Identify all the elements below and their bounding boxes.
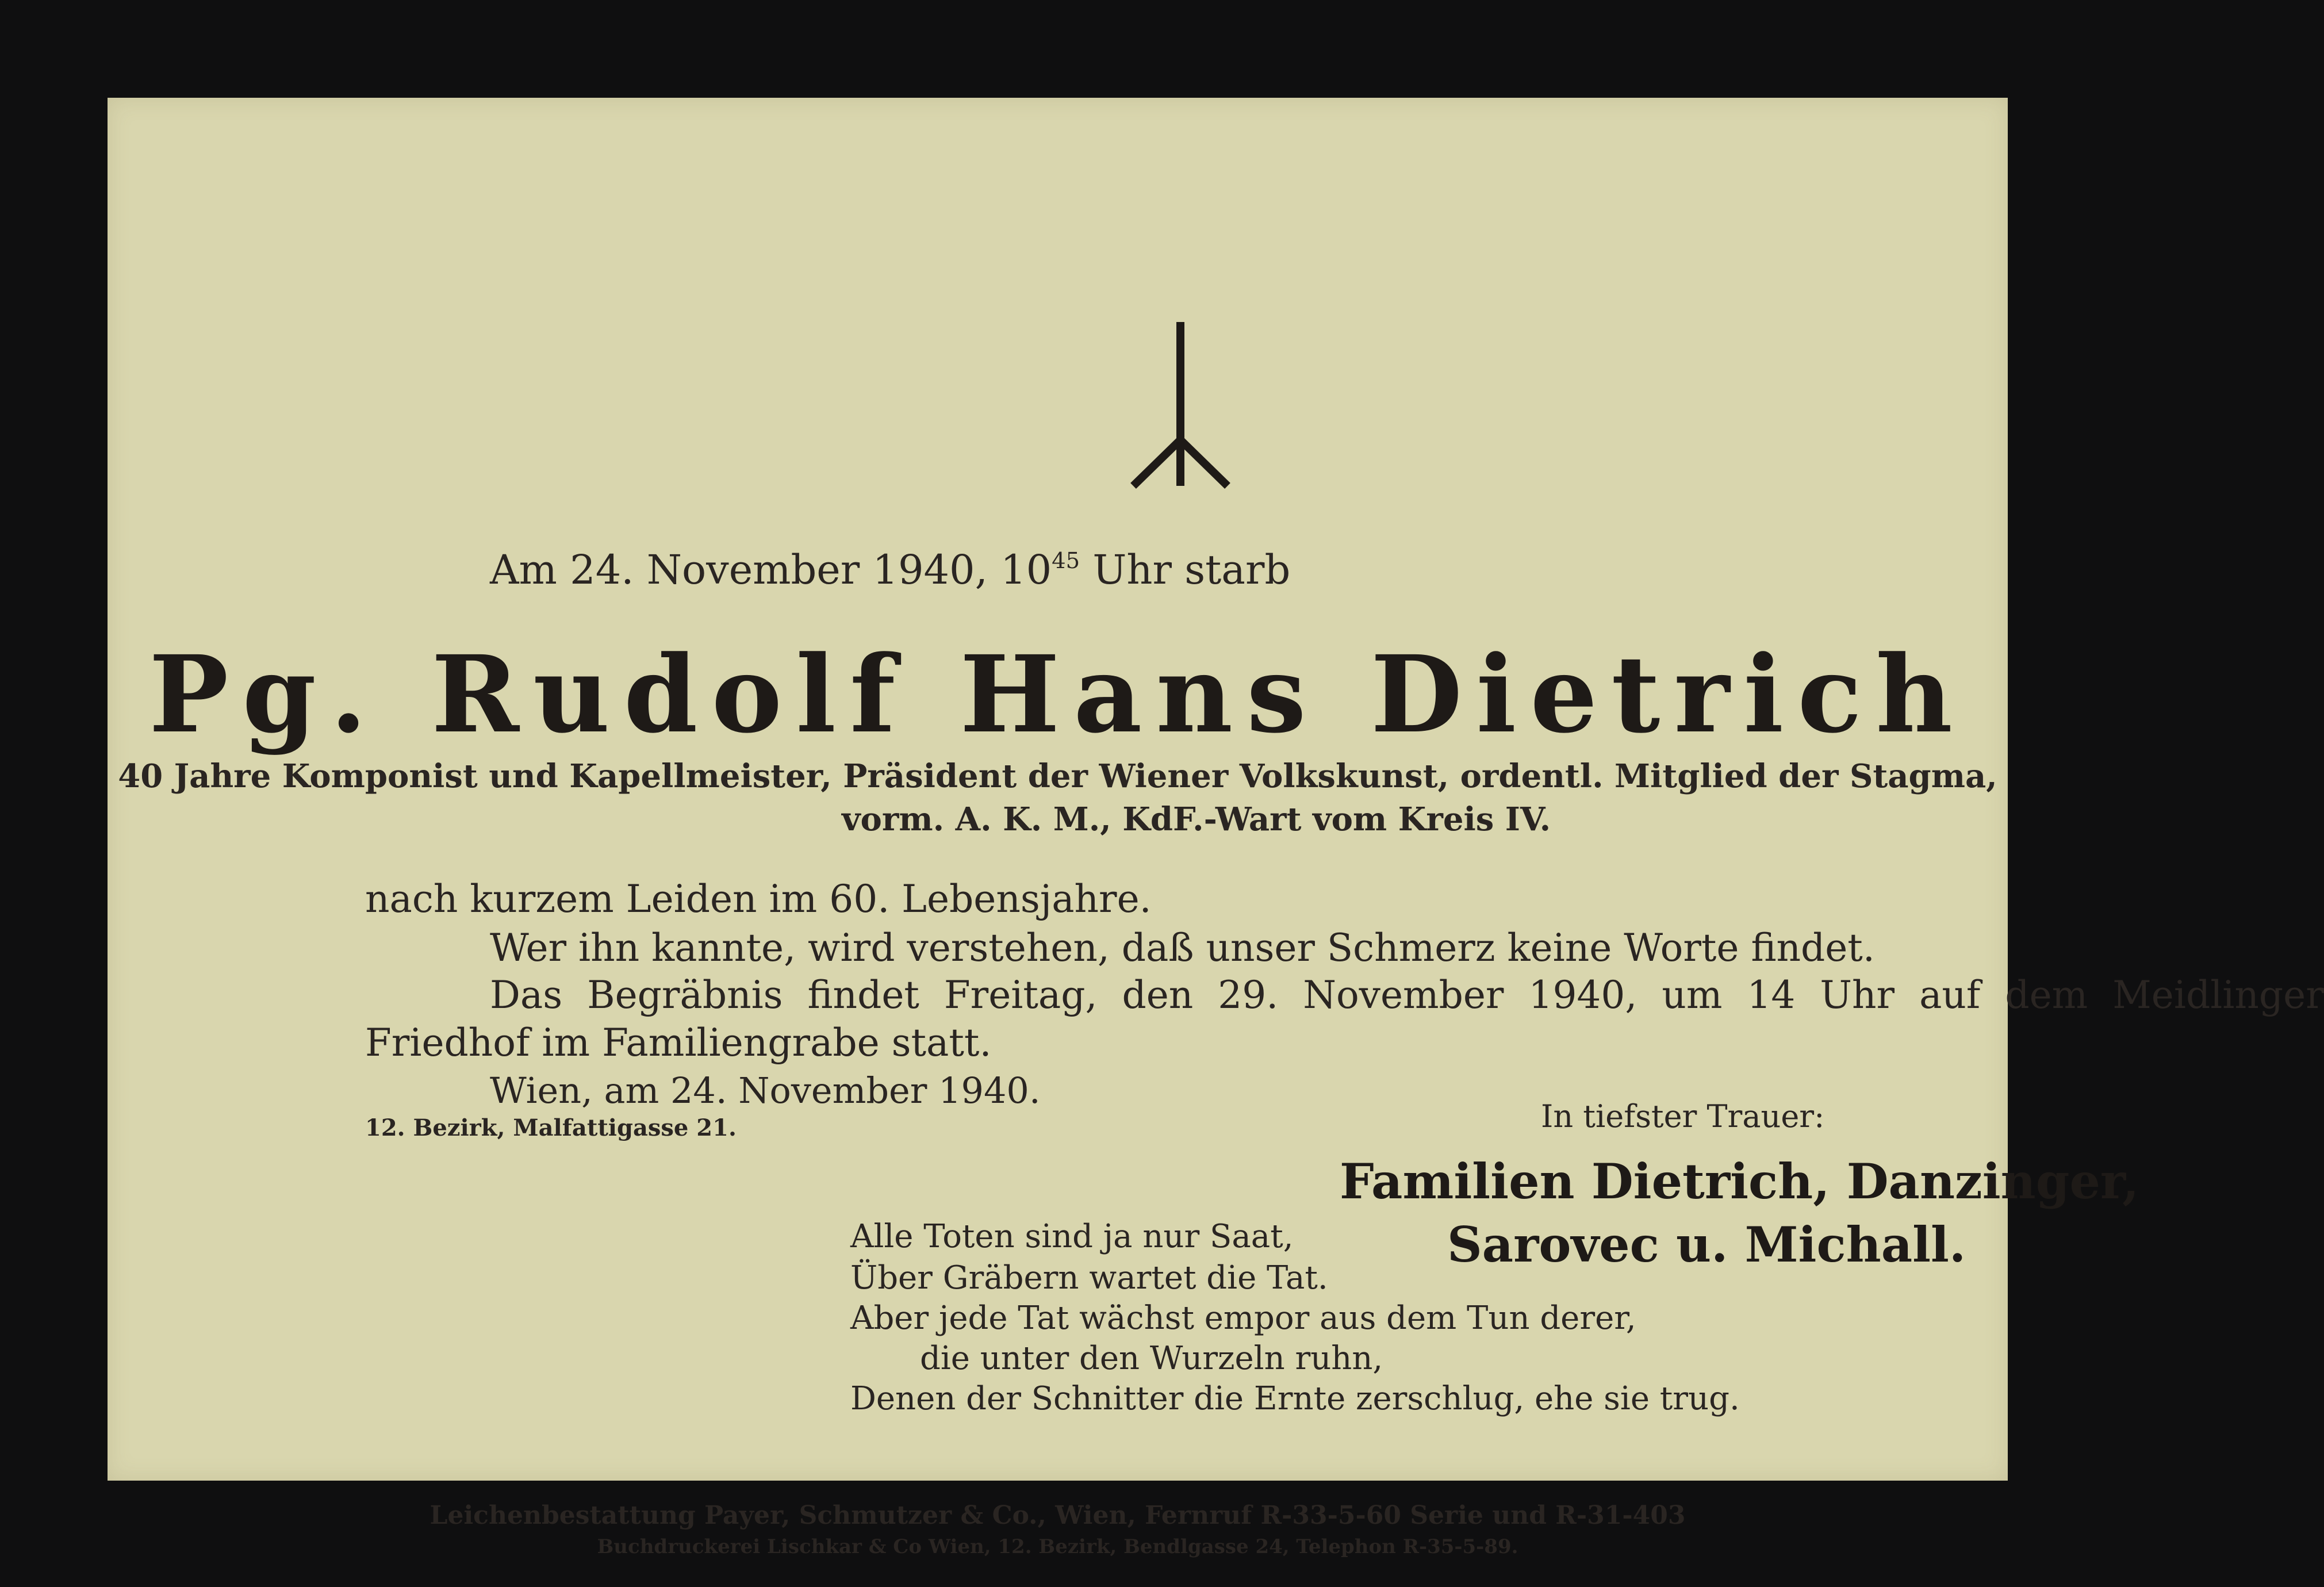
- death-announcement-line: Am 24. November 1940, $10^{45}$ Uhr starb: [490, 546, 1291, 593]
- address: 12. Bezirk, Malfattigasse 21.: [365, 1114, 737, 1141]
- poem-line: Aber jede Tat wächst empor aus dem Tun derer,: [850, 1300, 1636, 1337]
- deceased-name: Pg. Rudolf Hans Dietrich: [149, 632, 1966, 757]
- body-line1: nach kurzem Leiden im 60. Lebensjahre.: [365, 877, 1152, 921]
- poem-line: Alle Toten sind ja nur Saat,: [850, 1218, 1294, 1255]
- deceased-description-line2: vorm. A. K. M., KdF.-Wart vom Kreis IV.: [842, 800, 1551, 838]
- body-line2: Wer ihn kannte, wird verstehen, daß unser Schmerz keine Worte findet.: [490, 926, 1875, 970]
- family-names-line2: Sarovec u. Michall.: [1447, 1216, 1966, 1273]
- body-line3: Das Begräbnis findet Freitag, den 29. November 1940, um 14 Uhr auf dem Meidlinger: [490, 973, 2324, 1017]
- mourning-label: In tiefster Trauer:: [1541, 1098, 1825, 1134]
- deceased-description-line1: 40 Jahre Komponist und Kapellmeister, Präsident der Wiener Volkskunst, ordentl. Mitglied der Stagma,: [118, 757, 1997, 795]
- place-date: Wien, am 24. November 1940.: [490, 1070, 1041, 1111]
- body-line4: Friedhof im Familiengrabe statt.: [365, 1021, 992, 1065]
- poem-line: Denen der Schnitter die Ernte zerschlug, ehe sie trug.: [850, 1380, 1740, 1417]
- family-names-line1: Familien Dietrich, Danzinger,: [1340, 1153, 2139, 1210]
- obituary-card: [108, 98, 2324, 1558]
- funeral-home-footer: Leichenbestattung Payer, Schmutzer & Co., Wien, Fernruf R-33-5-60 Serie und R-31-403: [429, 1501, 1686, 1530]
- poem-line: die unter den Wurzeln ruhn,: [920, 1340, 1383, 1377]
- printer-footer: Buchdruckerei Lischkar & Co Wien, 12. Bezirk, Bendlgasse 24, Telephon R-35-5-89.: [597, 1535, 1518, 1558]
- todesrune-icon: [1123, 322, 1238, 494]
- poem-line: Über Gräbern wartet die Tat.: [850, 1259, 1328, 1297]
